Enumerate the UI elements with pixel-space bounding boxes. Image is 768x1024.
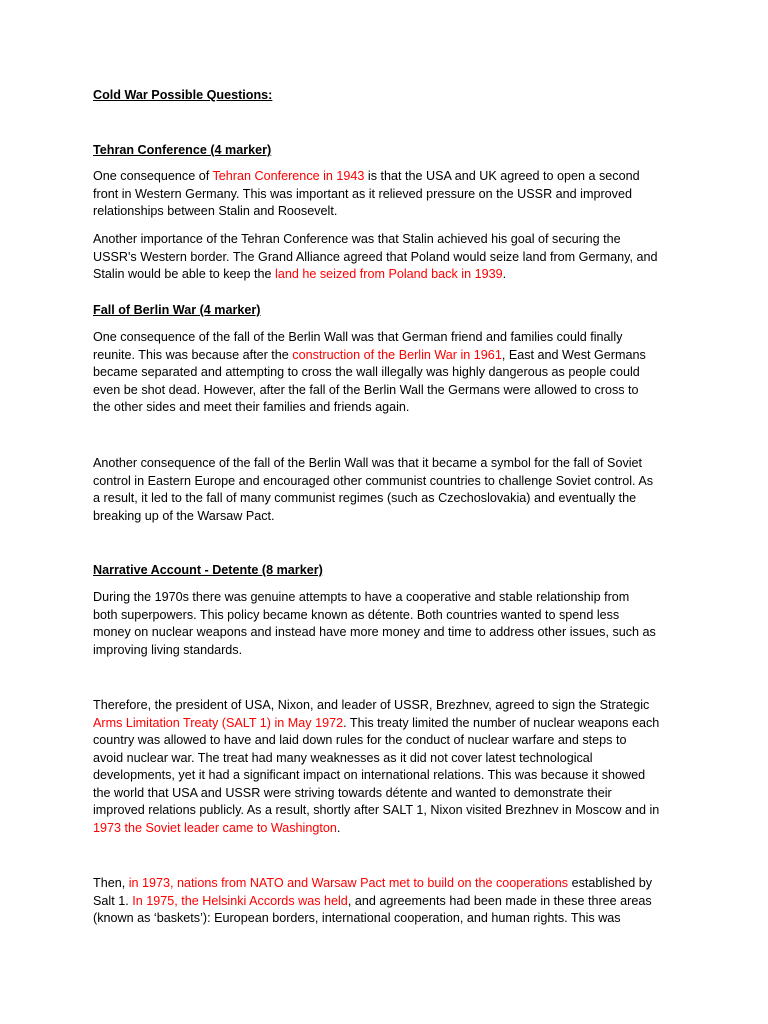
body-text: , East and West Germans — [501, 347, 646, 362]
body-text: established by — [568, 876, 653, 890]
body-text: breaking up of the Warsaw Pact. — [93, 508, 275, 523]
paragraph-line — [93, 347, 646, 365]
paragraph-line — [93, 893, 652, 911]
paragraph-line — [93, 767, 645, 785]
body-text: One consequence of the fall of the Berlin Wall was that German friend and families could finally — [93, 330, 623, 344]
body-text: improving living standards. — [93, 642, 243, 657]
paragraph-line — [93, 266, 506, 284]
body-text: During the 1970s there was genuine attempts to have a cooperative and stable relationship from — [93, 590, 630, 604]
paragraph-line — [93, 624, 656, 642]
document-title: Cold War Possible Questions: — [93, 88, 273, 102]
paragraph-line — [93, 186, 632, 204]
paragraph-line — [93, 589, 629, 607]
paragraph-line — [93, 802, 659, 820]
body-text: front in Western Germany. This was important as it relieved pressure on the USSR and improved — [93, 186, 632, 201]
body-text: One consequence of — [93, 169, 213, 183]
body-text: relationships between Stalin and Roosevelt. — [93, 204, 338, 218]
section-heading: Tehran Conference (4 marker) — [93, 143, 272, 157]
body-text: the other sides and meet their families and friends again. — [93, 400, 410, 414]
paragraph-line — [93, 455, 642, 473]
body-text: is that the USA and UK agreed to open a second — [364, 169, 640, 183]
body-text: USSR's Western border. The Grand Alliance agreed that Poland would seize land from Germany, and — [93, 249, 658, 264]
highlighted-text: land he seized from Poland back in 1939 — [275, 267, 503, 281]
body-text: a result, it led to the fall of many communist regimes (such as Czechoslovakia) and eventually the — [93, 491, 637, 505]
body-text: (known as ‘baskets’): European borders, international cooperation, and human rights. This was — [93, 911, 621, 925]
body-text: Stalin would be able to keep the — [93, 267, 276, 281]
body-text: reunite. This was because after the — [93, 347, 293, 362]
body-text: Salt 1. — [93, 893, 133, 908]
body-text: . — [502, 267, 507, 281]
highlighted-text: Arms Limitation Treaty (SALT 1) in May 1972 — [93, 715, 344, 730]
body-text: became separated and attempting to cross the wall illegally was highly dangerous as people could — [93, 365, 640, 379]
highlighted-text: 1973 the Soviet leader came to Washington — [93, 820, 337, 835]
paragraph-line — [93, 750, 593, 768]
body-text: Another importance of the Tehran Conference was that Stalin achieved his goal of securing the — [93, 232, 621, 246]
paragraph-line — [93, 203, 337, 221]
highlighted-text: in 1973, nations from NATO and Warsaw Pact met to build on the cooperations — [128, 876, 569, 890]
body-text: Therefore, the president of USA, Nixon, and leader of USSR, Brezhnev, agreed to sign the Strategic — [93, 698, 650, 712]
paragraph-line — [93, 875, 652, 893]
paragraph-line — [93, 785, 612, 803]
body-text: . — [336, 820, 341, 835]
section-heading: Fall of Berlin War (4 marker) — [93, 303, 261, 317]
body-text: both superpowers. This policy became known as détente. Both countries wanted to spend less — [93, 607, 620, 622]
body-text: , and agreements had been made in these three areas — [347, 893, 652, 908]
paragraph-line — [93, 329, 622, 347]
body-text: . This treaty limited the number of nuclear weapons each — [343, 715, 660, 730]
body-text: Then, — [93, 876, 129, 890]
body-text: avoid nuclear war. The treat had many weaknesses as it did not cover latest technological — [93, 750, 593, 765]
paragraph-line — [93, 715, 659, 733]
paragraph-line — [93, 697, 649, 715]
paragraph-line — [93, 732, 626, 750]
body-text: the world that USA and USSR were striving towards détente and wanted to demonstrate their — [93, 785, 612, 800]
paragraph-line — [93, 607, 619, 625]
body-text: Another consequence of the fall of the Berlin Wall was that it became a symbol for the fall of Soviet — [93, 456, 643, 470]
paragraph-line — [93, 249, 658, 267]
paragraph-line — [93, 820, 340, 838]
body-text: control in Eastern Europe and encouraged other communist countries to challenge Soviet control. As — [93, 473, 654, 488]
section-heading: Narrative Account - Detente (8 marker) — [93, 563, 323, 577]
highlighted-text: Tehran Conference in 1943 — [212, 169, 365, 183]
paragraph-line — [93, 473, 653, 491]
body-text: country was allowed to have and laid down rules for the conduct of nuclear warfare and steps to — [93, 733, 627, 747]
paragraph-line — [93, 399, 409, 417]
highlighted-text: In 1975, the Helsinki Accords was held — [132, 893, 348, 908]
paragraph-line — [93, 382, 639, 400]
body-text: improved relations publicly. As a result, shortly after SALT 1, Nixon visited Brezhnev in Moscow and in — [93, 803, 660, 817]
paragraph-line — [93, 910, 621, 928]
paragraph-line — [93, 508, 275, 526]
highlighted-text: construction of the Berlin War in 1961 — [292, 347, 502, 362]
paragraph-line — [93, 364, 640, 382]
paragraph-line — [93, 168, 640, 186]
paragraph-line — [93, 642, 242, 660]
body-text: money on nuclear weapons and instead have more money and time to address other issues, such as — [93, 625, 656, 639]
body-text: developments, yet it had a significant impact on international relations. This was because it showed — [93, 768, 646, 782]
paragraph-line — [93, 490, 636, 508]
body-text: even be shot dead. However, after the fall of the Berlin Wall the Germans were allowed to cross to — [93, 382, 639, 397]
paragraph-line — [93, 231, 621, 249]
